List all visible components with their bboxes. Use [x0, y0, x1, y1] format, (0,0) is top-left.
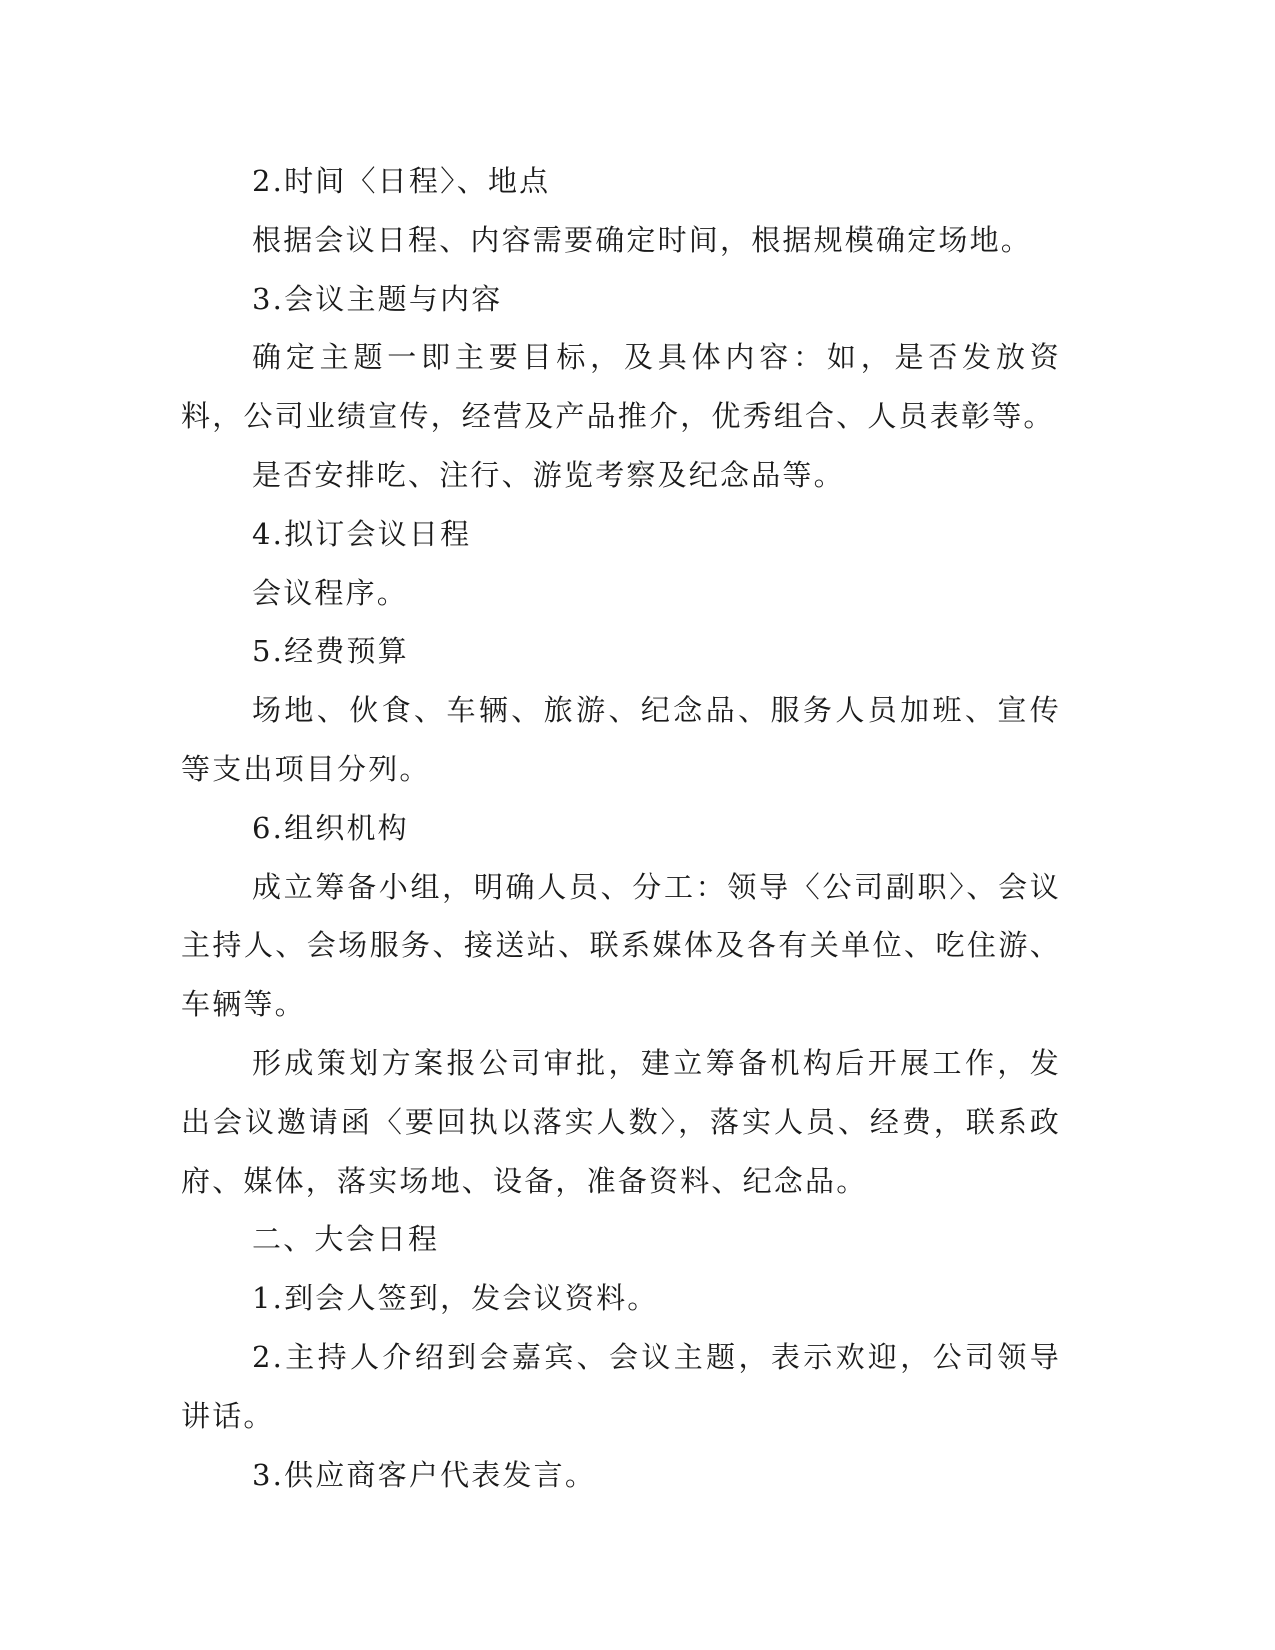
- paragraph-budget: 场地、伙食、车辆、旅游、纪念品、服务人员加班、宣传等支出项目分列。: [181, 693, 1061, 786]
- paragraph-organization: 成立筹备小组，明确人员、分工：领导〈公司副职〉、会议主持人、会场服务、接送站、联系媒体及各有关单位、吃住游、车辆等。: [181, 869, 1061, 1022]
- subheading-budget: 5.经费预算: [252, 634, 409, 669]
- document-body: [181, 152, 1061, 1504]
- schedule-item-3: 3.供应商客户代表发言。: [252, 1457, 597, 1492]
- paragraph-agenda: 会议程序。: [252, 575, 409, 610]
- section-heading-conference-schedule: 二、大会日程: [252, 1222, 440, 1257]
- paragraph-time-location: 根据会议日程、内容需要确定时间，根据规模确定场地。: [252, 222, 1033, 257]
- subheading-agenda: 4.拟订会议日程: [252, 516, 472, 551]
- subheading-organization: 6.组织机构: [252, 810, 409, 845]
- schedule-item-2: 2.主持人介绍到会嘉宾、会议主题，表示欢迎，公司领导讲话。: [181, 1339, 1061, 1433]
- paragraph-theme-content: 确定主题一即主要目标，及具体内容：如，是否发放资料，公司业绩宣传，经营及产品推介，优秀组合、人员表彰等。: [181, 340, 1061, 434]
- subheading-theme-content: 3.会议主题与内容: [252, 281, 503, 316]
- paragraph-planning: 形成策划方案报公司审批，建立筹备机构后开展工作，发出会议邀请函〈要回执以落实人数〉，落实人员、经费，联系政府、媒体，落实场地、设备，准备资料、纪念品。: [181, 1045, 1061, 1198]
- schedule-item-1: 1.到会人签到，发会议资料。: [252, 1281, 659, 1316]
- subheading-time-location: 2.时间〈日程〉、地点: [252, 164, 551, 198]
- paragraph-arrangements: 是否安排吃、注行、游览考察及纪念品等。: [252, 457, 845, 492]
